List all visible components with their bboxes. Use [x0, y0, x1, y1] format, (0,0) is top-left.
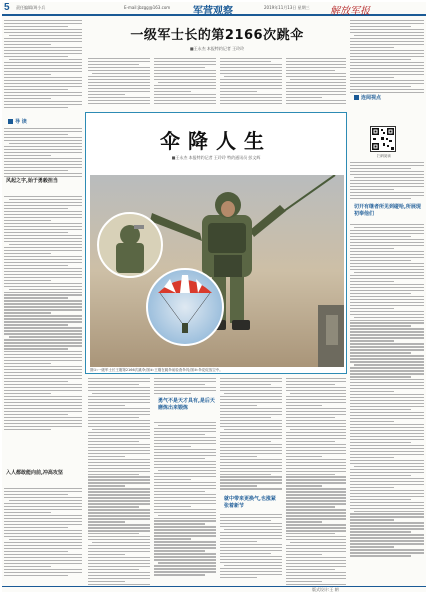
inset-photo-parachutes: [147, 269, 223, 345]
email-info: E-mail:jbzgg@163.com: [124, 5, 171, 10]
date-info: 2019年11月13日 星期三: [264, 5, 310, 10]
lower-text-col-1: [88, 378, 150, 587]
page-header: [2, 2, 426, 16]
footer-credit: 版式设计:王 朝: [312, 587, 339, 592]
article-headline: 一级军士长的第2166次跳伞: [130, 28, 304, 43]
right-column-text-body: [350, 224, 424, 558]
left-column-text-top: [4, 20, 82, 110]
left-subhead-2: 入人都敢能向前,冲高攻坚: [6, 470, 63, 476]
top-text-col-4: [286, 58, 346, 106]
page-number: 5: [4, 2, 10, 13]
newspaper-page: [2, 2, 426, 592]
right-subhead-1: 切开有继者所见到碰哈,所展现初奉他们: [354, 204, 421, 217]
feature-byline: ■王永杰 本报特约记者 王玲玲 特约通讯员 彭文辉: [171, 155, 261, 160]
feature-box: [85, 112, 347, 374]
lower-text-col-3b: [220, 514, 282, 580]
lower-text-col-4: [286, 378, 346, 587]
left-column-text-body: [4, 196, 82, 432]
qr-label: 扫码阅读: [377, 154, 391, 158]
editor-info: 责任编辑/周小兵: [16, 5, 46, 10]
inset-photo-soldier: [98, 213, 162, 277]
right-sidebar-tag: 连阅视点: [354, 94, 381, 101]
mid-subhead-b: 就中带来更换气,也涨紧张着新节: [224, 496, 276, 509]
lower-text-col-2b: [154, 422, 216, 577]
top-text-col-1: [88, 58, 150, 106]
feature-title: 伞降人生: [160, 129, 272, 153]
right-column-text-top: [350, 20, 424, 95]
article-byline: ■王永杰 本报特约记者 王玲玲: [189, 46, 245, 51]
left-sidebar-tag: 导 读: [8, 118, 27, 125]
feature-caption: 图①:一级军士长王刚第2166次跳伞;图②:王刚在跳伞前检查伞具;图③:伞花绽放空中。: [90, 368, 223, 372]
top-text-col-3: [220, 58, 282, 106]
top-text-col-2: [154, 58, 216, 106]
masthead-logo: 解放军报: [330, 6, 370, 17]
footer-rule: [2, 586, 426, 587]
qr-code-icon[interactable]: [370, 126, 396, 152]
right-column-text-mid: [350, 162, 424, 201]
lower-text-col-3: [220, 378, 282, 491]
section-title: 军营观察: [193, 6, 233, 17]
left-column-text-mid: [4, 128, 82, 179]
left-subhead-1: 风起之字,始于勇毅担当: [6, 178, 58, 184]
mid-subhead-a: 勇气不是天才具有,是后天磨炼出来锻炼: [158, 398, 215, 411]
left-column-text-bottom: [4, 488, 82, 578]
lower-text-col-2a: [154, 378, 216, 396]
feature-photo[interactable]: [90, 175, 344, 367]
